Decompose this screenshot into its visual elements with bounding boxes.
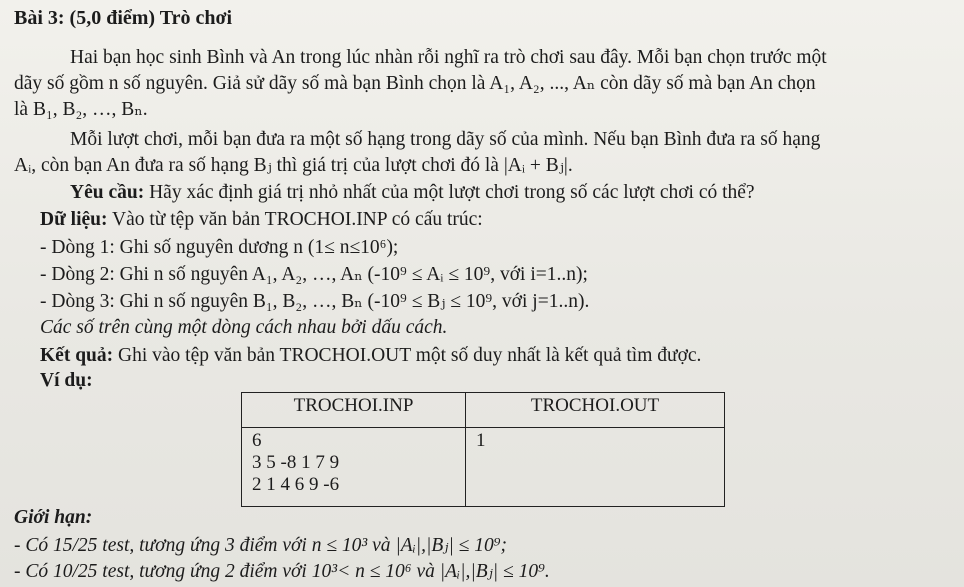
output-label: Kết quả:	[40, 345, 114, 366]
input-label: Dữ liệu:	[40, 209, 108, 230]
paragraph-2-line-2: Aᵢ, còn bạn An đưa ra số hạng Bⱼ thì giá trị của lượt chơi đó là |Aᵢ + Bⱼ|.	[14, 155, 573, 176]
paragraph-2-line-1: Mỗi lượt chơi, mỗi bạn đưa ra một số hạng trong dãy số của mình. Nếu bạn Bình đưa ra số hạng	[70, 129, 821, 150]
table-header-row	[242, 393, 725, 428]
requirement-label: Yêu cầu:	[70, 182, 145, 203]
output-spec	[40, 344, 701, 368]
input-note: Các số trên cùng một dòng cách nhau bởi dấu cách.	[40, 317, 448, 338]
header-output-file: TROCHOI.OUT	[466, 393, 725, 428]
table-row	[242, 428, 725, 507]
input-line-3: - Dòng 3: Ghi n số nguyên B₁, B₂, …, Bₙ (-10⁹ ≤ Bⱼ ≤ 10⁹, với j=1..n).	[40, 291, 590, 312]
paragraph-1-line-3: là B₁, B₂, …, Bₙ.	[14, 99, 148, 120]
example-table	[241, 392, 725, 507]
paragraph-1-line-1: Hai bạn học sinh Bình và An trong lúc nhàn rỗi nghĩ ra trò chơi sau đây. Mỗi bạn chọn trước một	[70, 47, 827, 68]
limit-2: - Có 10/25 test, tương ứng 2 điểm với 10³< n ≤ 10⁶ và |Aᵢ|,|Bⱼ| ≤ 10⁹.	[14, 561, 550, 582]
limit-1: - Có 15/25 test, tương ứng 3 điểm với n ≤ 10³ và |Aᵢ|,|Bⱼ| ≤ 10⁹;	[14, 535, 508, 556]
input-cell-line: 2 1 4 6 9 -6	[252, 474, 340, 495]
input-cell-line: 6	[252, 430, 262, 451]
problem-title: Bài 3: (5,0 điểm) Trò chơi	[14, 7, 233, 29]
input-cell-line: 3 5 -8 1 7 9	[252, 452, 340, 473]
input-line-2: - Dòng 2: Ghi n số nguyên A₁, A₂, …, Aₙ (-10⁹ ≤ Aᵢ ≤ 10⁹, với i=1..n);	[40, 264, 588, 285]
input-spec	[40, 208, 483, 232]
requirement	[70, 181, 755, 205]
limits-label: Giới hạn:	[14, 507, 93, 528]
input-cell	[242, 428, 466, 507]
requirement-text: Hãy xác định giá trị nhỏ nhất của một lượt chơi trong số các lượt chơi có thể?	[144, 182, 755, 203]
input-text: Vào từ tệp văn bản TROCHOI.INP có cấu trúc:	[107, 209, 483, 230]
input-line-1: - Dòng 1: Ghi số nguyên dương n (1≤ n≤10⁶);	[40, 237, 399, 258]
paragraph-1-line-2: dãy số gồm n số nguyên. Giả sử dãy số mà bạn Bình chọn là A₁, A₂, ..., Aₙ còn dãy số mà bạn An chọn	[14, 73, 816, 94]
example-label: Ví dụ:	[40, 370, 93, 391]
output-text: Ghi vào tệp văn bản TROCHOI.OUT một số duy nhất là kết quả tìm được.	[113, 345, 702, 366]
output-cell	[466, 428, 725, 507]
header-input-file: TROCHOI.INP	[242, 393, 466, 428]
output-cell-line: 1	[476, 430, 486, 451]
